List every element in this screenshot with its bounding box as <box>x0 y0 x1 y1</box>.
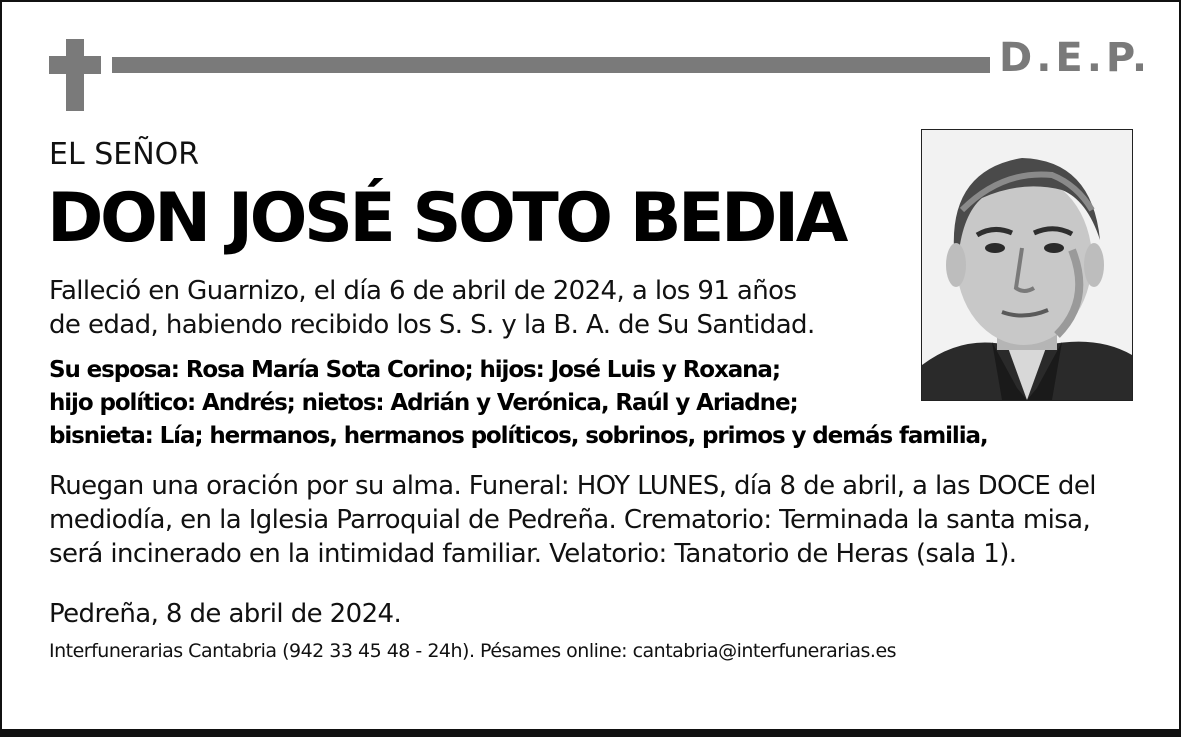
death-paragraph <box>49 274 815 342</box>
funeral-line: será incinerado en la intimidad familiar. Velatorio: Tanatorio de Heras (sala 1). <box>49 539 1017 569</box>
header-rule <box>112 57 990 73</box>
deceased-name: DON JOSÉ SOTO BEDIA <box>47 179 845 258</box>
cross-horizontal-bar <box>49 56 101 74</box>
family-line: Su esposa: Rosa María Sota Corino; hijos: José Luis y Roxana; <box>49 357 780 383</box>
family-paragraph <box>49 354 988 453</box>
death-line: de edad, habiendo recibido los S. S. y la B. A. de Su Santidad. <box>49 310 815 340</box>
cross-vertical-bar <box>66 39 84 111</box>
place-date: Pedreña, 8 de abril de 2024. <box>49 599 402 629</box>
death-line: Falleció en Guarnizo, el día 6 de abril de 2024, a los 91 años <box>49 276 797 306</box>
latin-cross-icon <box>49 39 101 111</box>
funeral-line: Ruegan una oración por su alma. Funeral: HOY LUNES, día 8 de abril, a las DOCE del <box>49 471 1096 501</box>
funeral-paragraph <box>49 469 1096 571</box>
dep-label: D.E.P. <box>999 35 1152 81</box>
family-line: hijo político: Andrés; nietos: Adrián y Verónica, Raúl y Ariadne; <box>49 390 798 416</box>
funeral-home-footer: Interfunerarias Cantabria (942 33 45 48 - 24h). Pésames online: cantabria@interfunerarias.es <box>49 640 897 662</box>
funeral-line: mediodía, en la Iglesia Parroquial de Pedreña. Crematorio: Terminada la santa misa, <box>49 505 1091 535</box>
family-line: bisnieta: Lía; hermanos, hermanos políticos, sobrinos, primos y demás familia, <box>49 423 988 449</box>
honorific-title: EL SEÑOR <box>49 137 200 172</box>
